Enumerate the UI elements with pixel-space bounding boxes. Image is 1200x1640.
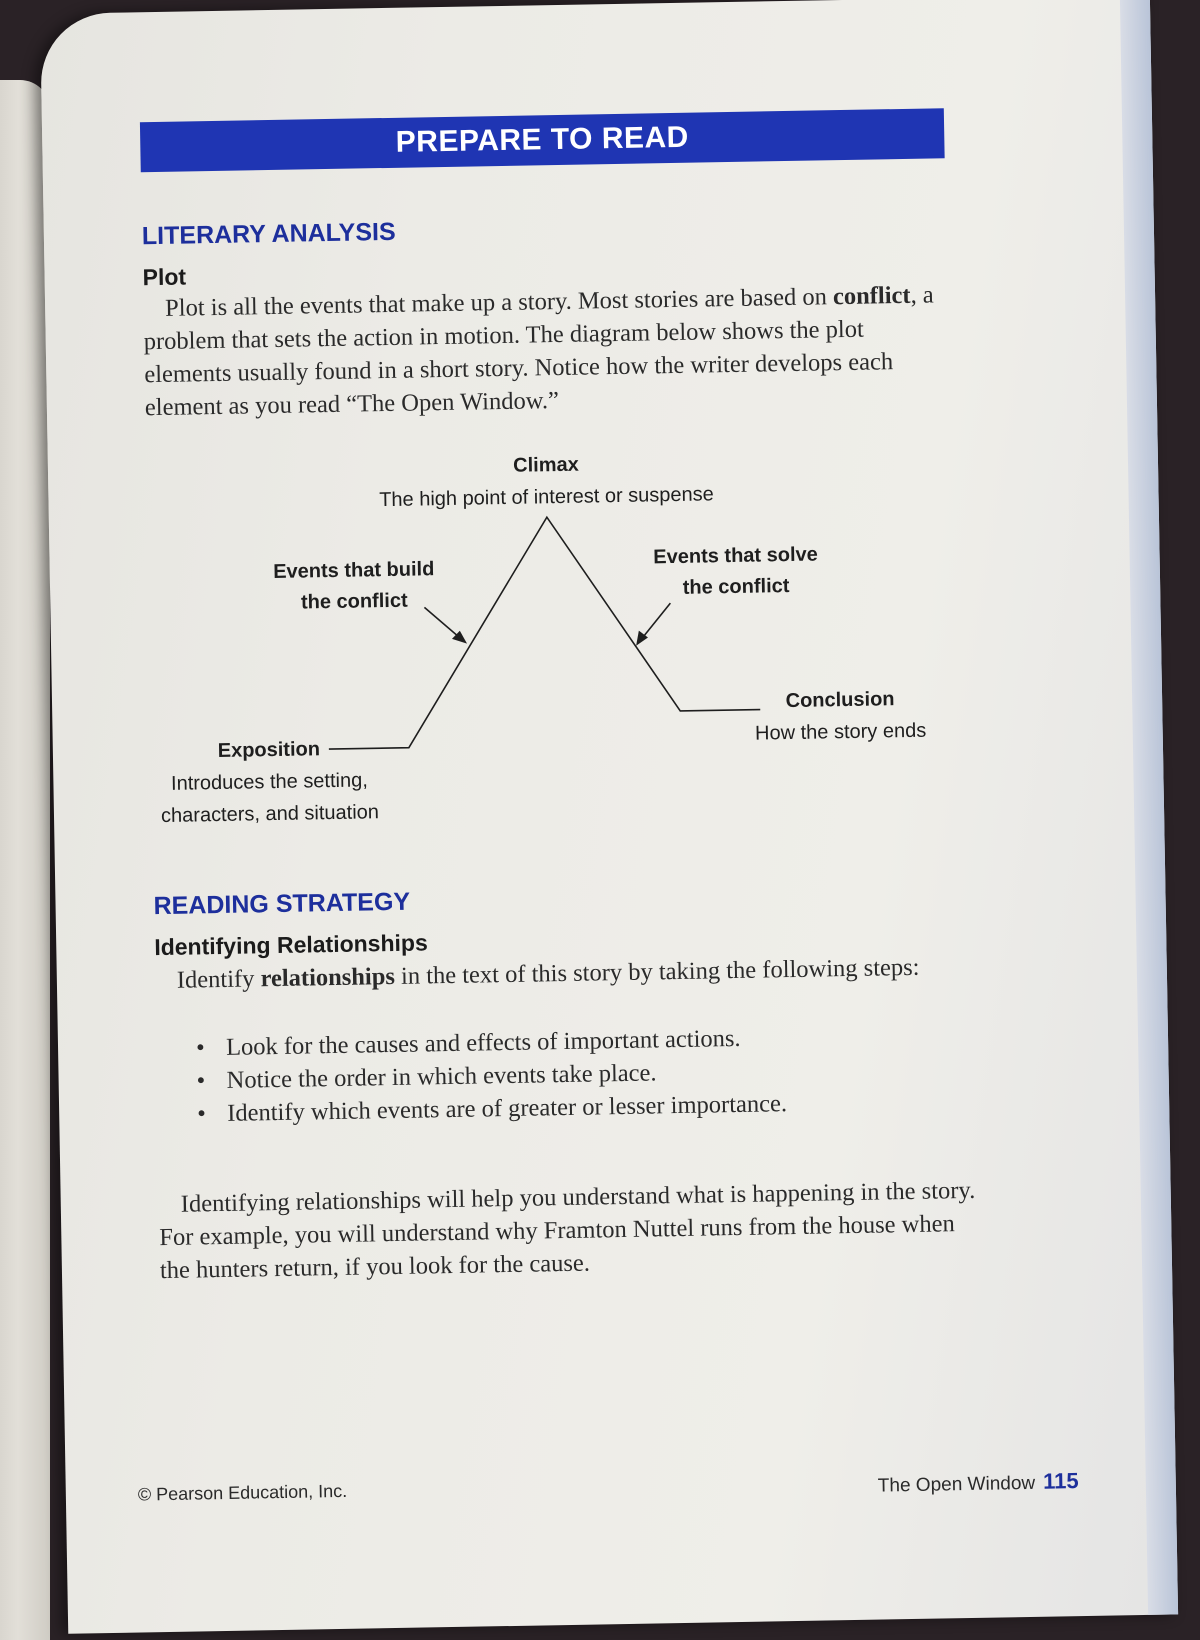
strategy-intro-start: Identify [176, 965, 261, 994]
strategy-intro-end: in the text of this story by taking the following steps: [394, 953, 920, 990]
bullet-dot: • [195, 1034, 205, 1062]
conclusion-description: How the story ends [754, 719, 927, 745]
conclusion-title: Conclusion [785, 688, 895, 713]
reading-strategy-heading: READING STRATEGY [153, 887, 411, 921]
running-footer [878, 1468, 1079, 1498]
strategy-closing-paragraph: Identifying relationships will help you understand what is happening in the story. For example, you will understand why Framton Nuttel runs from the house when the hunters return, if you look for the cause. [159, 1176, 976, 1285]
bullet-dot: • [196, 1100, 207, 1128]
exposition-description-line1: Introduces the setting, [170, 769, 369, 795]
plot-subheading: Plot [142, 263, 187, 291]
page-stack-edge [1120, 0, 1178, 1615]
page-number: 115 [1042, 1468, 1079, 1494]
rising-action-arrow [424, 607, 467, 645]
plot-text-start: Plot is all the events that make up a story. Most stories are based on [164, 283, 834, 322]
story-title: The Open Window [877, 1472, 1036, 1497]
banner-title: PREPARE TO READ [395, 120, 690, 159]
prepare-to-read-banner [140, 108, 945, 172]
exposition-title: Exposition [217, 738, 321, 763]
falling-action-label-line1: Events that solve [653, 543, 819, 569]
facing-page-edge [0, 80, 50, 1640]
copyright-notice: © Pearson Education, Inc. [137, 1480, 348, 1505]
climax-description: The high point of interest or suspense [379, 483, 715, 512]
strategy-steps-list [196, 1020, 878, 1131]
falling-action-arrow [635, 603, 671, 646]
bullet-dot: • [196, 1067, 206, 1095]
identifying-relationships-subheading: Identifying Relationships [154, 929, 428, 961]
plot-text-end: , a problem that sets the action in motion. The diagram below shows the plot elements usually found in a short story. Notice how the writer develops each element as you read “The Open Window.” [143, 281, 934, 422]
exposition-description-line2: characters, and situation [160, 801, 380, 828]
falling-action-label-line2: the conflict [682, 575, 790, 599]
relationships-term: relationships [260, 962, 396, 993]
climax-title: Climax [512, 453, 579, 477]
list-item-text: Look for the causes and effects of important actions. [225, 1024, 741, 1061]
plot-diagram [146, 438, 973, 852]
list-item-text: Notice the order in which events take place. [226, 1059, 657, 1094]
list-item-text: Identify which events are of greater or lesser importance. [226, 1090, 788, 1127]
rising-action-label-line1: Events that build [273, 558, 435, 584]
rising-action-label-line2: the conflict [300, 589, 408, 614]
conflict-term: conflict [832, 281, 911, 311]
plot-paragraph [143, 278, 945, 424]
book-page [40, 0, 1178, 1634]
literary-analysis-heading: LITERARY ANALYSIS [141, 217, 396, 251]
